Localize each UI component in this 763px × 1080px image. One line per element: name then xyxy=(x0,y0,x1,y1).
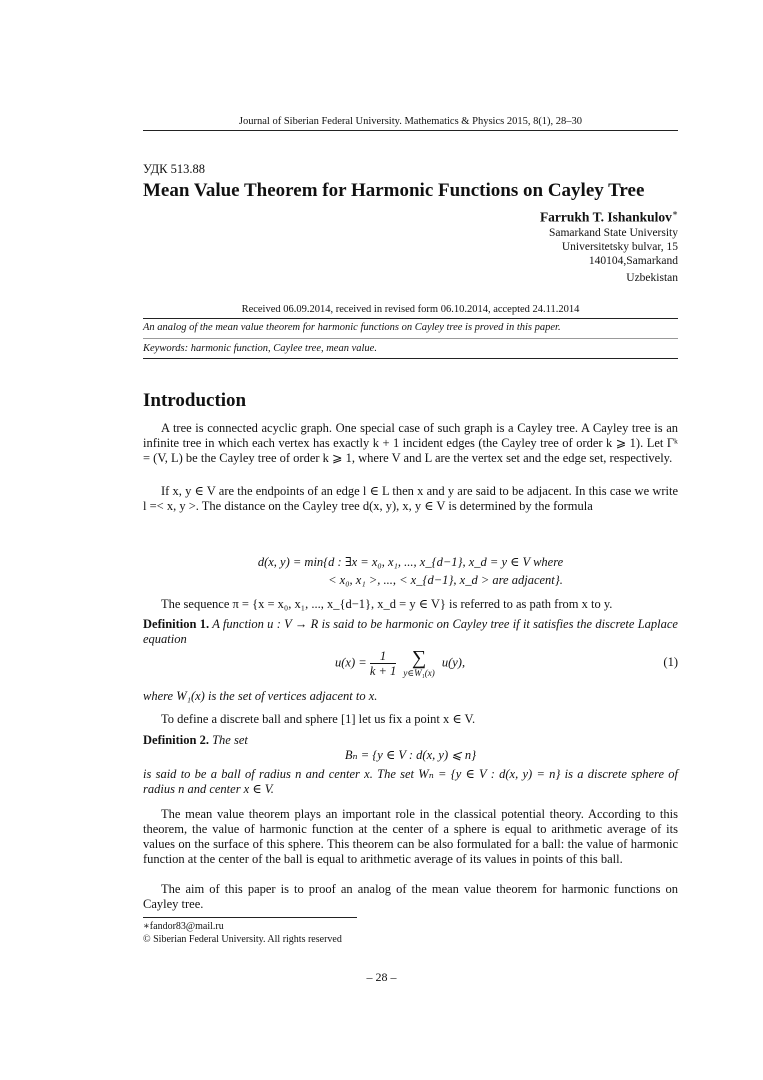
affiliation-line-1: Samarkand State University xyxy=(548,227,678,239)
equation-1-fraction xyxy=(370,649,396,678)
author-mark: ∗ xyxy=(671,208,678,218)
footnote-copyright: © Siberian Federal University. All rights reserved xyxy=(143,934,342,945)
equation-1-lhs: u(x) = xyxy=(335,655,367,670)
keywords: Keywords: harmonic function, Caylee tree, mean value. xyxy=(143,343,377,354)
abstract-mid-rule xyxy=(143,338,678,339)
definition-2 xyxy=(143,733,678,748)
received-dates: Received 06.09.2014, received in revised form 06.10.2014, accepted 24.11.2014 xyxy=(241,304,580,315)
definition-2-equation: Bₙ = {y ∈ V : d(x, y) ⩽ n} xyxy=(344,748,477,762)
paragraph-3: The sequence π = {x = x₀, x₁, ..., x_{d−1}, x_d = y ∈ V} is referred to as path from x to y. xyxy=(161,597,613,611)
equation-1-denominator: k + 1 xyxy=(369,663,397,678)
paragraph-4: To define a discrete ball and sphere [1] let us fix a point x ∈ V. xyxy=(161,712,476,726)
footnote-rule xyxy=(143,917,357,918)
abstract-bottom-rule xyxy=(143,358,678,359)
abstract-top-rule xyxy=(143,318,678,319)
paragraph-2: If x, y ∈ V are the endpoints of an edge l ∈ L then x and y are said to be adjacent. In this case we write l =< x, y >. The distance on the Cayley tree d(x, y), x, y ∈ V is determined by the formula xyxy=(143,484,678,513)
definition-2-after: is said to be a ball of radius n and center x. The set Wₙ = {y ∈ V : d(x, y) = n} is a discrete sphere of radius n and center x ∈ V. xyxy=(143,767,678,796)
affiliation-line-2: Universitetsky bulvar, 15 xyxy=(561,241,678,253)
journal-header: Journal of Siberian Federal University. Mathematics & Physics 2015, 8(1), 28–30 xyxy=(238,116,583,127)
distance-formula-line-1: d(x, y) = min{d : ∃x = x₀, x₁, ..., x_{d−1}, x_d = y ∈ V where xyxy=(257,555,564,569)
equation-1-rhs: u(y), xyxy=(441,655,466,670)
page-number: – 28 – xyxy=(366,970,397,984)
equation-1 xyxy=(335,648,465,678)
definition-1 xyxy=(143,617,678,647)
paper-title: Mean Value Theorem for Harmonic Functions on Cayley Tree xyxy=(143,180,645,201)
definition-2-text: The set xyxy=(212,733,248,747)
distance-formula-line-2: < x₀, x₁ >, ..., < x_{d−1}, x_d > are adjacent}. xyxy=(328,573,563,587)
abstract: An analog of the mean value theorem for harmonic functions on Cayley tree is proved in this paper. xyxy=(143,322,561,333)
udk-code: УДК 513.88 xyxy=(143,162,205,176)
affiliation-line-3: 140104,Samarkand xyxy=(588,255,678,267)
paragraph-5: The mean value theorem plays an important role in the classical potential theory. According to this theorem, the value of harmonic function at the center of a sphere is equal to arithmetic average of its values on the surface of this sphere. This theorem can be also formulated for a ball: the value of harmonic function at the center of the ball is equal to arithmetic average of its values in points of this ball. xyxy=(143,807,678,866)
equation-1-sum xyxy=(403,648,434,678)
equation-1-numerator: 1 xyxy=(370,649,396,664)
definition-1-label: Definition 1. xyxy=(143,617,210,631)
definition-1-text: A function u : V → R is said to be harmonic on Cayley tree if it satisfies the discrete Laplace equation xyxy=(143,617,678,646)
header-rule xyxy=(143,130,678,131)
section-title: Introduction xyxy=(143,390,247,411)
sum-sign: ∑ xyxy=(411,647,427,669)
author-name-text: Farrukh T. Ishankulov xyxy=(539,209,672,225)
paragraph-1: A tree is connected acyclic graph. One special case of such graph is a Cayley tree. A Cayley tree is an infinite tree in which each vertex has exactly k + 1 incident edges (the Cayley tree of order k ⩾ 1). Let Γᵏ = (V, L) be the Cayley tree of order k ⩾ 1, where V and L are the vertex set and the edge set, respectively. xyxy=(143,421,678,465)
affiliation-line-4: Uzbekistan xyxy=(626,272,678,284)
definition-1-after: where W₁(x) is the set of vertices adjacent to x. xyxy=(143,689,378,703)
sum-subscript: y∈W₁(x) xyxy=(403,668,435,678)
paragraph-6: The aim of this paper is to proof an analog of the mean value theorem for harmonic functions on Cayley tree. xyxy=(143,882,678,911)
author-name xyxy=(540,208,678,226)
equation-1-number: (1) xyxy=(663,655,678,669)
footnote-email: ∗fandor83@mail.ru xyxy=(143,921,224,932)
definition-2-label: Definition 2. xyxy=(143,733,209,747)
